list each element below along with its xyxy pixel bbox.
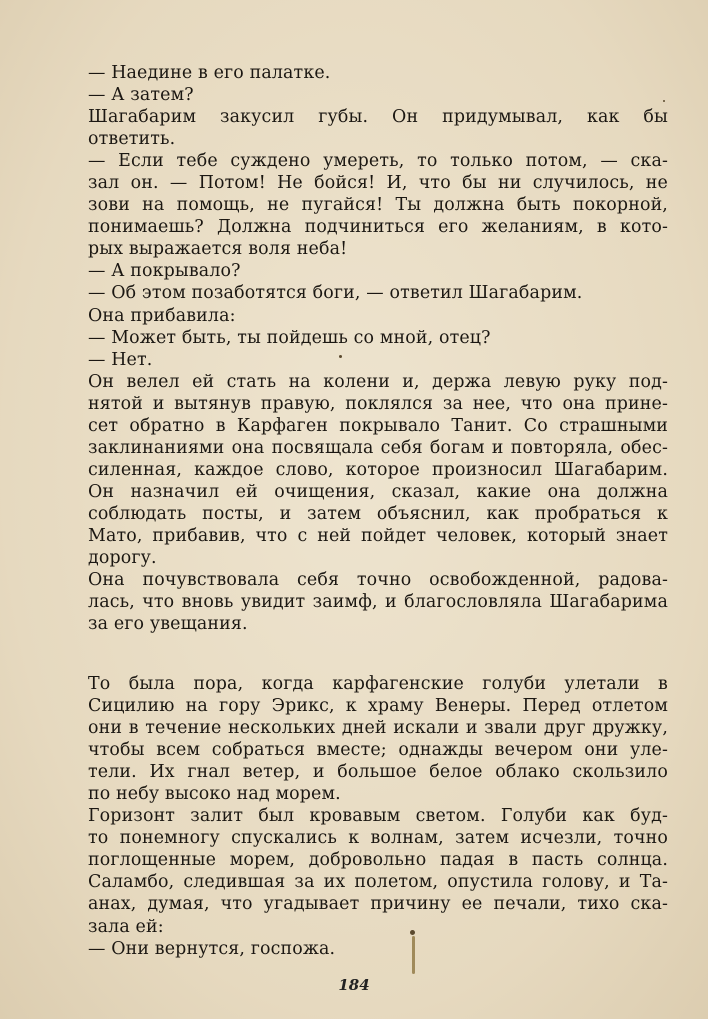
text-line: — Они вернутся, госпожа. — [88, 938, 336, 959]
text-line: сет обратно в Карфаген покрывало Танит. Со страшными — [88, 415, 668, 436]
text-line: то понемногу спускались к волнам, затем исчезли, точно — [88, 828, 668, 849]
text-line: Он назначил ей очищения, сказал, какие она должна — [88, 481, 668, 502]
text-line: соблюдать посты, и затем объяснил, как пробраться к — [88, 503, 668, 524]
text-line: Сицилию на гору Эрикс, к храму Венеры. Перед отлетом — [88, 696, 668, 717]
text-line: — Может быть, ты пойдешь со мной, отец? — [88, 327, 491, 348]
text-line: Горизонт залит был кровавым светом. Голуби как буд- — [88, 806, 668, 827]
paper-speck — [412, 936, 415, 974]
text-line: Она прибавила: — [88, 305, 236, 326]
text-line: Саламбо, следившая за их полетом, опустила голову, и Та- — [88, 872, 668, 893]
text-section-2 — [88, 673, 668, 960]
text-line: — Наедине в его палатке. — [88, 63, 331, 83]
paper-speck — [663, 100, 665, 102]
text-line: заклинаниями она посвящала себя богам и повторяла, обес- — [88, 437, 668, 458]
text-line: Мато, прибавив, что с ней пойдет человек, который знает — [88, 525, 668, 546]
text-line: силенная, каждое слово, которое произносил Шагабарим. — [88, 459, 668, 480]
paper-speck — [339, 355, 342, 358]
text-line: понимаешь? Должна подчиниться его желаниям, в кото- — [88, 217, 668, 238]
text-line: дорогу. — [88, 548, 157, 569]
text-line: чтобы всем собраться вместе; однажды вечером они уле- — [88, 740, 668, 761]
text-section-1 — [88, 62, 668, 635]
text-line: зал он. — Потом! Не бойся! И, что бы ни случилось, не — [88, 173, 668, 194]
text-line: рых выражается воля неба! — [88, 239, 348, 260]
text-line: — Нет. — [88, 349, 153, 370]
text-line: нятой и вытянув правую, поклялся за нее, что она принe- — [88, 393, 668, 414]
text-line: они в течение нескольких дней искали и звали друг дружку, — [88, 718, 668, 739]
text-line: — Об этом позаботятся боги, — ответил Шагабарим. — [88, 283, 583, 304]
text-line: Он велел ей стать на колени и, держа левую руку под- — [88, 371, 668, 392]
text-line: по небу высоко над морем. — [88, 784, 341, 805]
text-line: Шагабарим закусил губы. Он придумывал, как бы — [88, 107, 668, 128]
text-line: — А покрывало? — [88, 261, 241, 282]
text-line: тели. Их гнал ветер, и большое белое облако скользило — [88, 762, 668, 783]
text-line: — Если тебе суждено умереть, то только потом, — ска- — [88, 151, 668, 172]
text-line: зала ей: — [88, 916, 164, 937]
text-line: Она почувствовала себя точно освобожденной, радова- — [88, 570, 668, 591]
text-line: лась, что вновь увидит заимф, и благословляла Шагабарима — [88, 592, 668, 613]
text-line: поглощенные морем, добровольно падая в пасть солнца. — [88, 850, 668, 871]
text-line: зови на помощь, не пугайся! Ты должна быть покорной, — [88, 195, 668, 216]
text-line: за его увещания. — [88, 614, 248, 635]
text-line: анах, думая, что угадывает причину ее печали, тихо ска- — [88, 894, 668, 915]
text-line: — А затем? — [88, 85, 194, 106]
page-number: 184 — [338, 976, 370, 994]
text-line: То была пора, когда карфагенские голуби улетали в — [88, 674, 668, 694]
text-line: ответить. — [88, 129, 176, 150]
paper-speck — [410, 930, 415, 935]
